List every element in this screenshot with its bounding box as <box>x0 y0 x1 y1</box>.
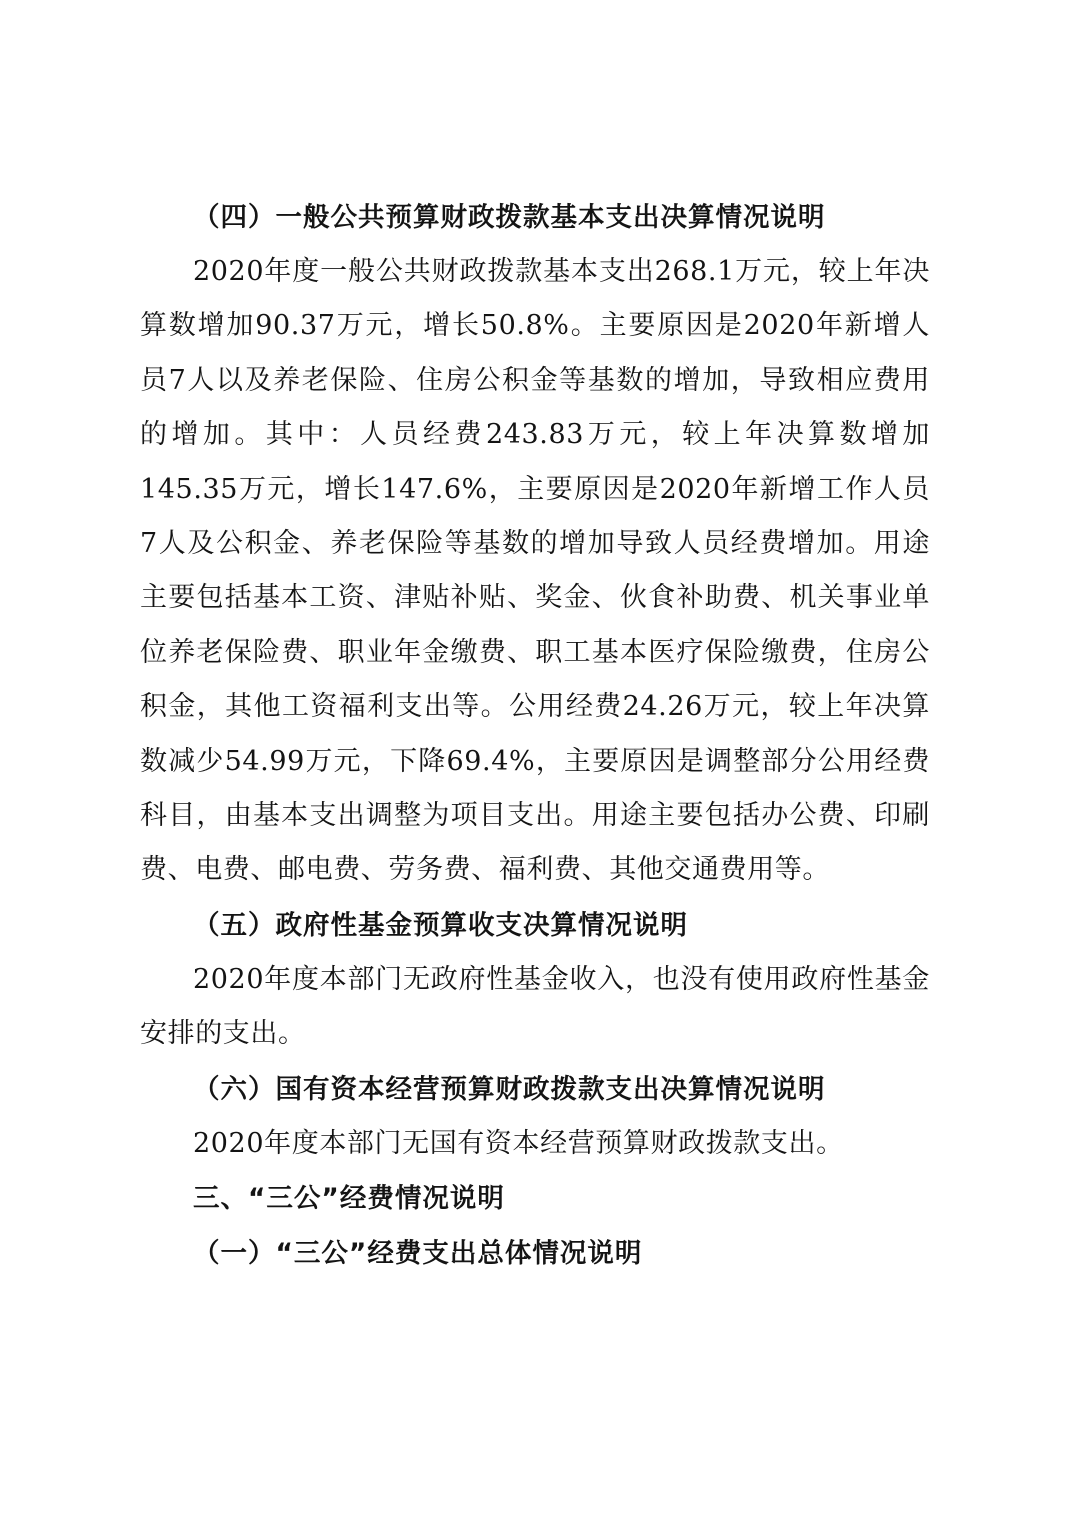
section-6-heading: （六）国有资本经营预算财政拨款支出决算情况说明 <box>193 1073 826 1105</box>
section-6-paragraph: 2020年度本部门无国有资本经营预算财政拨款支出。 <box>193 1127 844 1159</box>
section-4-paragraph: 2020年度一般公共财政拨款基本支出268.1万元，较上年决算数增加90.37万元，增长50.8%。主要原因是2020年新增人员7人以及养老保险、住房公积金等基数的增加，导致相应费用的增加。其中：人员经费243.83万元，较上年决算数增加145.35万元，增长147.6%，主要原因是2020年新增工作人员7人及公积金、养老保险等基数的增加导致人员经费增加。用途主要包括基本工资、津贴补贴、奖金、伙食补助费、机关事业单位养老保险费、职业年金缴费、职工基本医疗保险缴费，住房公积金，其他工资福利支出等。公用经费24.26万元，较上年决算数减少54.99万元，下降69.4%，主要原因是调整部分公用经费科目，由基本支出调整为项目支出。用途主要包括办公费、印刷费、电费、邮电费、劳务费、福利费、其他交通费用等。 <box>140 256 930 886</box>
part-3-heading: 三、“三公”经费情况说明 <box>193 1183 505 1215</box>
section-4-heading: （四）一般公共预算财政拨款基本支出决算情况说明 <box>193 202 826 233</box>
section-5-heading: （五）政府性基金预算收支决算情况说明 <box>193 909 688 941</box>
section-5-paragraph: 2020年度本部门无政府性基金收入，也没有使用政府性基金安排的支出。 <box>140 963 930 1050</box>
page-content <box>140 190 930 1281</box>
part-3-section-1-heading: （一）“三公”经费支出总体情况说明 <box>193 1238 643 1270</box>
